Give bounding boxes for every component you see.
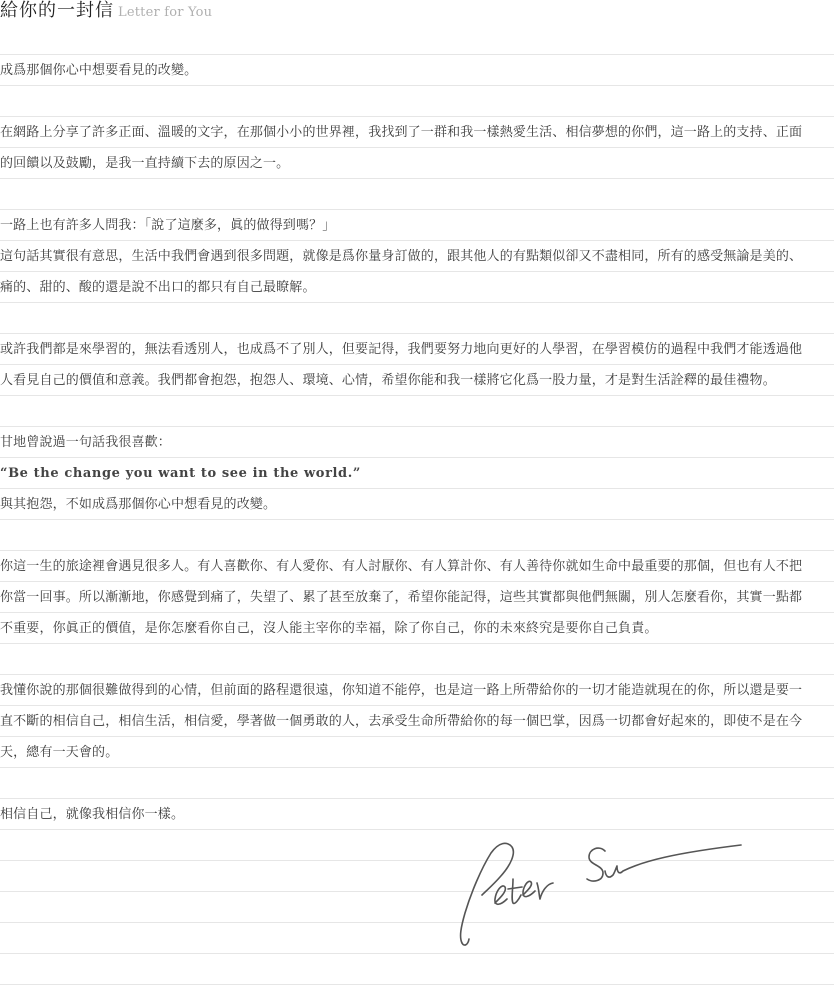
letter-body [0,24,834,830]
letter-line: 你這一生的旅途裡會遇見很多人。有人喜歡你、有人愛你、有人討厭你、有人算計你、有人善待你就如生命中最重要的那個，但也有人不把 [0,559,803,574]
letter-line [0,303,834,334]
page-subtitle: Letter for You [118,5,213,20]
lined-paper [0,24,834,994]
letter-line: 的回饋以及鼓勵，是我一直持續下去的原因之一。 [0,156,290,171]
letter-line: 一路上也有許多人問我：「說了這麼多，眞的做得到嗎？」 [0,218,336,233]
signature-icon [455,839,755,954]
letter-line: 或許我們都是來學習的，無法看透別人，也成爲不了別人，但要記得，我們要努力地向更好的人學習，在學習模仿的過程中我們才能透過他 [0,342,803,357]
letter-line: 人看見自己的價值和意義。我們都會抱怨，抱怨人、環境、心情，希望你能和我一樣將它化爲一股力量，才是對生活詮釋的最佳禮物。 [0,373,776,388]
letter-line: 成爲那個你心中想要看見的改變。 [0,63,198,78]
letter-line: 痛的、甜的、酸的還是說不出口的都只有自己最瞭解。 [0,280,316,295]
letter-line: 甘地曾說過一句話我很喜歡： [0,435,171,450]
letter-line: 相信自己，就像我相信你一樣。 [0,807,185,822]
letter-line [0,644,834,675]
letter-line: 這句話其實很有意思，生活中我們會遇到很多問題，就像是爲你量身訂做的，跟其他人的有點類似卻又不盡相同，所有的感受無論是美的、 [0,249,803,264]
page-title: 給你的一封信 [0,0,114,21]
letter-line: 與其抱怨，不如成爲那個你心中想看見的改變。 [0,497,277,512]
letter-line [0,520,834,551]
page-header [0,0,834,24]
letter-line: 你當一回事。所以漸漸地，你感覺到痛了，失望了、累了甚至放棄了，希望你能記得，這些其實都與他們無關，別人怎麼看你，其實一點都 [0,590,803,605]
letter-line: “Be the change you want to see in the world.” [0,466,361,481]
letter-line: 在網路上分享了許多正面、溫暖的文字，在那個小小的世界裡，我找到了一群和我一樣熱愛生活、相信夢想的你們，這一路上的支持、正面 [0,125,803,140]
letter-line: 不重要，你眞正的價值，是你怎麼看你自己，沒人能主宰你的幸福，除了你自己，你的未來終究是要你自己負責。 [0,621,658,636]
letter-line: 天，總有一天會的。 [0,745,119,760]
letter-line [0,86,834,117]
letter-line [0,179,834,210]
letter-line [0,24,834,55]
letter-line: 我懂你說的那個很難做得到的心情，但前面的路程還很遠，你知道不能停，也是這一路上所帶給你的一切才能造就現在的你，所以還是要一 [0,683,803,698]
letter-line: 直不斷的相信自己，相信生活，相信愛，學著做一個勇敢的人，去承受生命所帶給你的每一個巴掌，因爲一切都會好起來的，即使不是在今 [0,714,803,729]
letter-line [0,396,834,427]
letter-line [0,768,834,799]
